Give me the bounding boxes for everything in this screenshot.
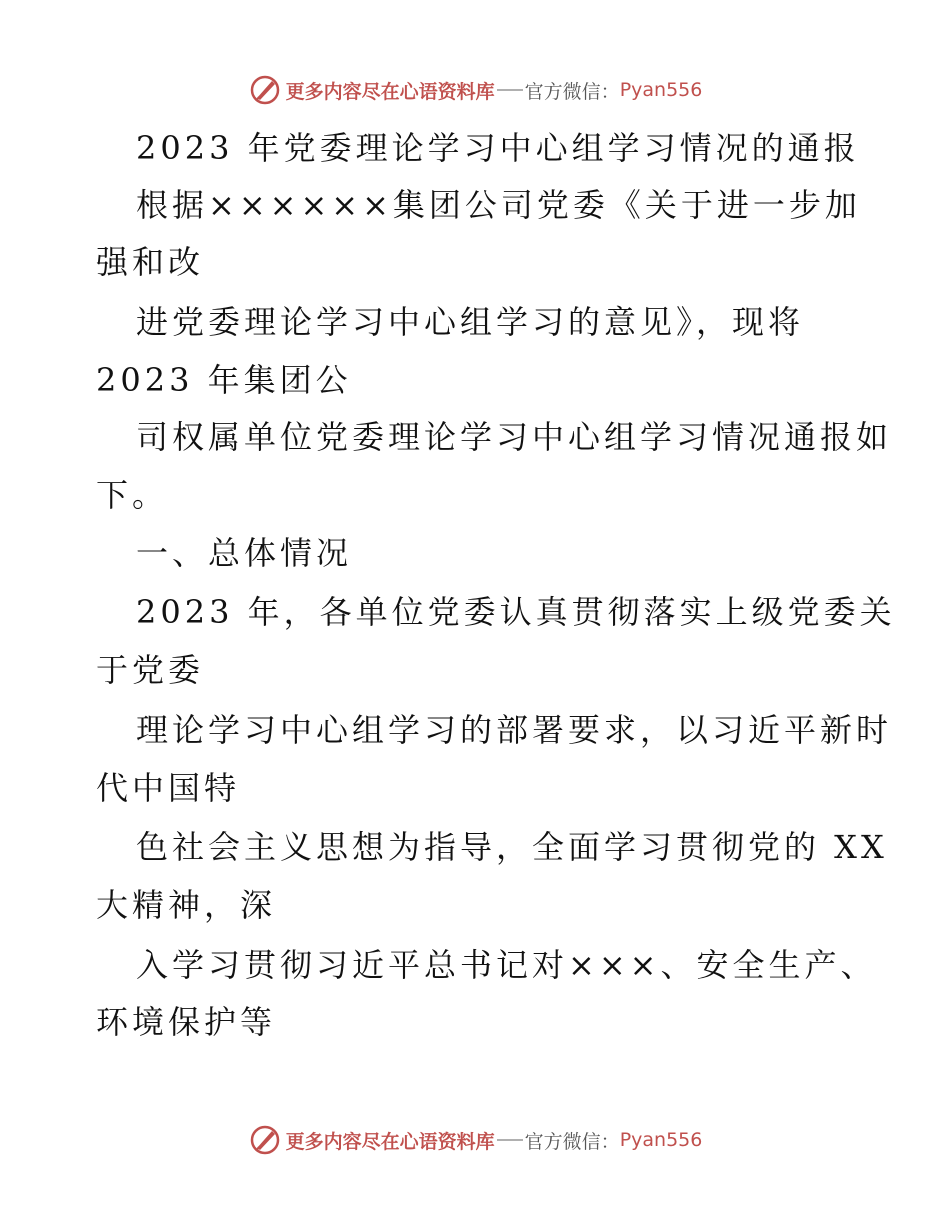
paragraph-line: 于党委 <box>96 651 205 689</box>
section-heading: 一、总体情况 <box>136 534 353 572</box>
banner-wechat-label: 官方微信： <box>524 1130 620 1153</box>
paragraph-line: 大精神，深 <box>96 886 277 924</box>
quill-pen-logo-icon <box>248 73 282 107</box>
banner-left-text: 更多内容尽在心语资料库 <box>285 80 495 103</box>
banner-wechat-label: 官方微信： <box>524 80 620 103</box>
banner-dash <box>497 1139 523 1141</box>
paragraph-line: 根据××××××集团公司党委《关于进一步加 <box>136 186 861 224</box>
banner-wechat-id: Pyan556 <box>619 1129 703 1151</box>
paragraph-line: 代中国特 <box>96 769 241 807</box>
paragraph-line: 色社会主义思想为指导，全面学习贯彻党的 XX <box>136 828 888 866</box>
header-banner <box>0 70 950 110</box>
paragraph-line: 入学习贯彻习近平总书记对×××、安全生产、 <box>136 946 877 984</box>
footer-banner <box>0 1120 950 1160</box>
banner-left-text: 更多内容尽在心语资料库 <box>285 1130 495 1153</box>
paragraph-line: 环境保护等 <box>96 1003 277 1041</box>
document-title: 2023 年党委理论学习中心组学习情况的通报 <box>136 129 860 167</box>
paragraph-line: 2023 年集团公 <box>96 361 352 399</box>
quill-pen-logo-icon <box>248 1123 282 1157</box>
paragraph-line: 2023 年，各单位党委认真贯彻落实上级党委关 <box>136 593 896 631</box>
paragraph-line: 进党委理论学习中心组学习的意见》，现将 <box>136 303 805 341</box>
paragraph-line: 强和改 <box>96 243 205 281</box>
paragraph-line: 下。 <box>96 476 169 514</box>
banner-wechat-id: Pyan556 <box>619 79 703 101</box>
paragraph-line: 司权属单位党委理论学习中心组学习情况通报如 <box>136 418 893 456</box>
banner-dash <box>497 89 523 91</box>
paragraph-line: 理论学习中心组学习的部署要求，以习近平新时 <box>136 711 893 749</box>
